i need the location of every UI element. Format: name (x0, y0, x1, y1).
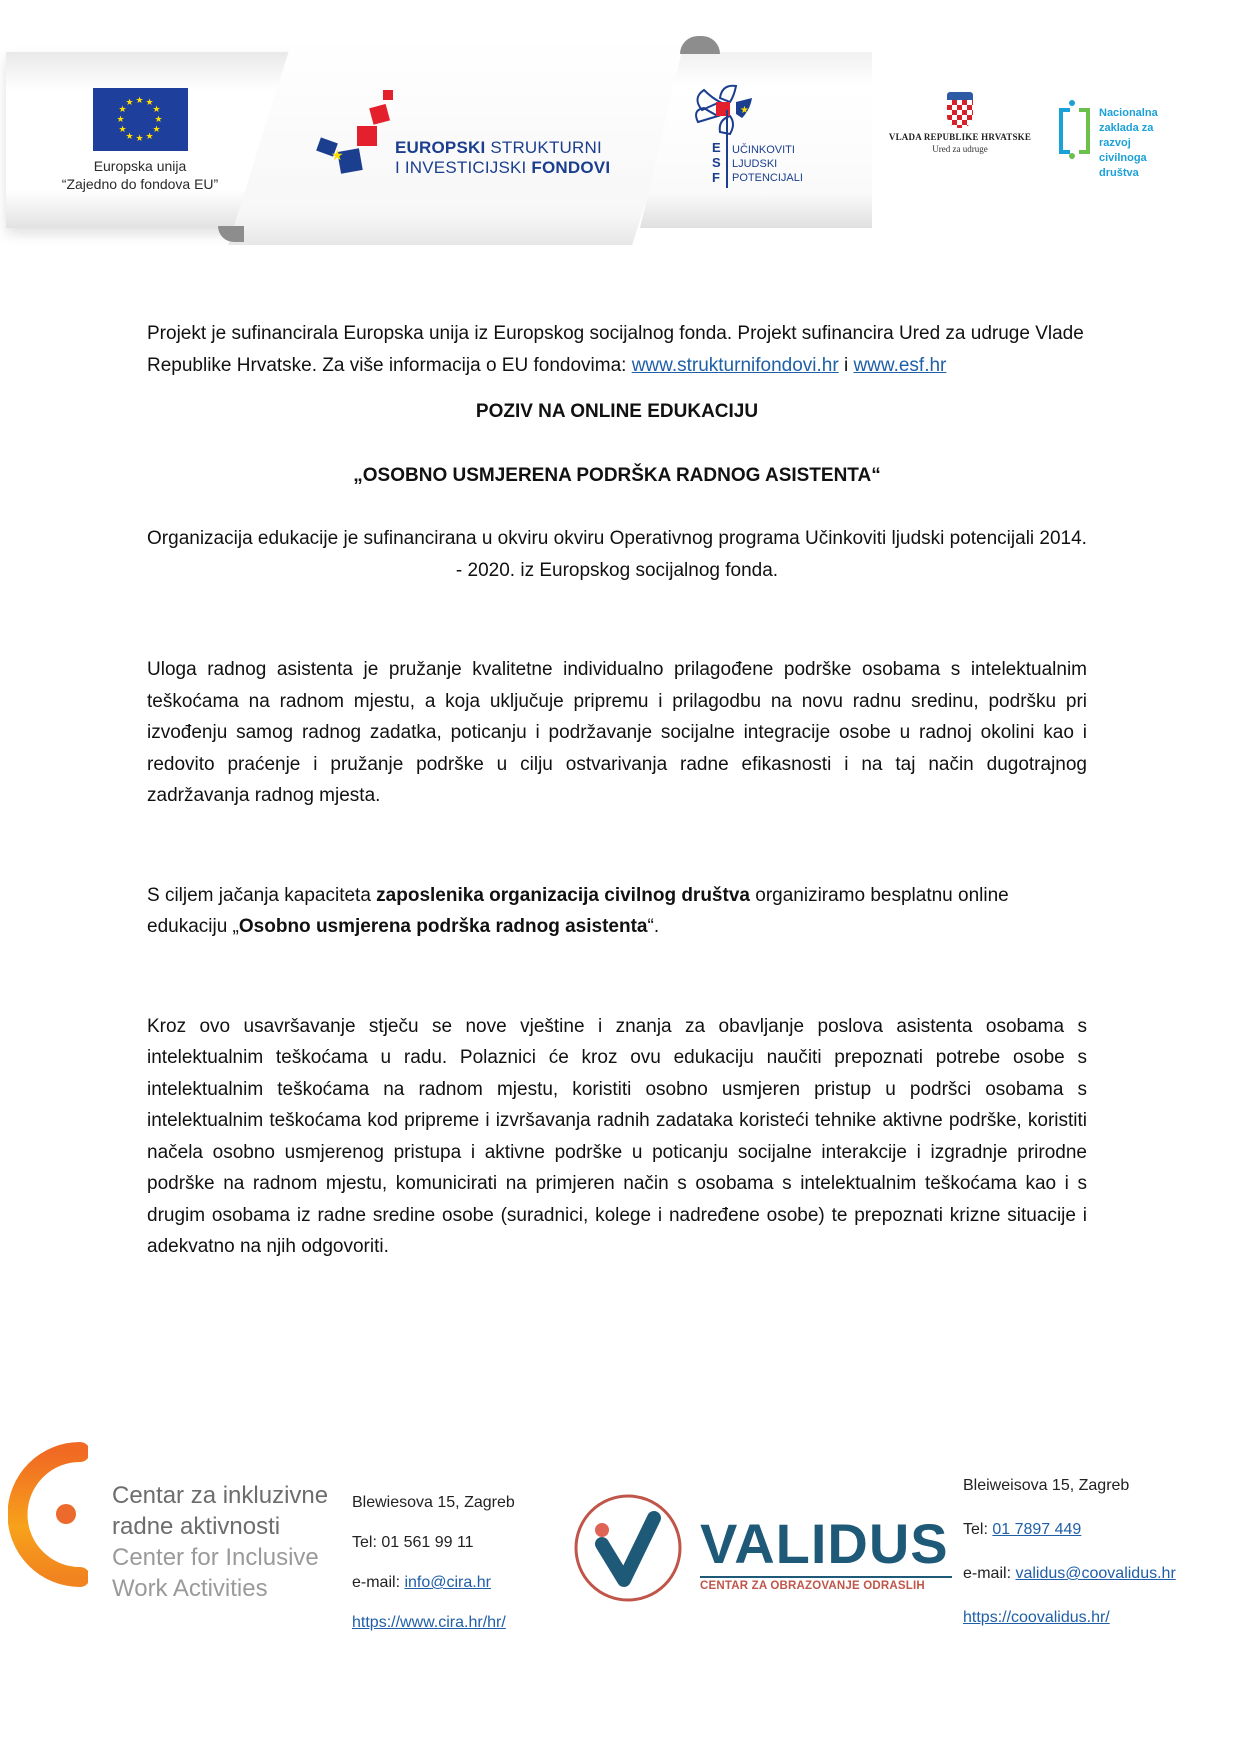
esf-letter: S (712, 155, 721, 170)
esf-pinwheel-icon (690, 80, 770, 140)
eu-logo (50, 88, 230, 193)
vlada-logo (880, 92, 1040, 154)
validus-name: VALIDUS (700, 1512, 949, 1575)
footer (0, 1420, 1241, 1631)
nacionalna-zaklada-logo (1055, 98, 1185, 188)
esif-subtitle-bold: FONDOVI (531, 158, 611, 177)
paragraph-learning-outcomes: Kroz ovo usavršavanje stječu se nove vještine i znanja za obavljanje poslova asistenta osobama s intelektualnim teškoćama u radu. Polaznici će kroz ovu edukaciju naučiti prepoznati potrebe osobe s intelektualnim teškoćama na radnom mjestu, koristiti osobno usmjeren pristup u podršci osobama s intelektualnim teškoćama kod pripreme i izvršavanja radnih zadataka koristeći tehnike aktivne podrške, koristiti načela osobno usmjerenog pristupa i aktivne podrške u poticanju socijalne interakcije i izgradnje prirodne podrške na radnom mjestu, komunicirati na primjeren način s osobama s intelektualnim teškoćama kao i s drugim osobama iz radne sredine osobe (suradnici, kolege i nadređene osobe) te prepoznati krizne situacije i adekvatno na njih odgovoriti. (147, 1015, 1087, 1257)
nz-line: civilnoga (1099, 152, 1147, 164)
esf-link[interactable]: www.esf.hr (853, 354, 947, 376)
bold-text: Osobno usmjerena podrška radnog asistenta (238, 916, 648, 937)
svg-text:★: ★ (331, 147, 344, 163)
nz-line: Nacionalna (1099, 107, 1158, 119)
validus-address: Bleiweisova 15, Zagreb (963, 1477, 1130, 1494)
cira-website-link[interactable]: https://www.cira.hr/hr/ (352, 1614, 506, 1631)
text: organiziramo besplatnu online edukaciju „ (147, 884, 1009, 937)
cira-phone: Tel: 01 561 99 11 (352, 1534, 474, 1551)
bracket-dot-icon (1069, 100, 1075, 106)
document-body (147, 318, 1087, 1263)
intro-text: Projekt je sufinancirala Europska unija iz Europskog socijalnog fonda. Projekt sufinancira Ured za udruge Vlade Republike Hrvatske. Za više informacija o EU fondovima: (147, 323, 1084, 376)
eu-label: Europska unija (93, 158, 187, 174)
validus-email-label: e-mail: (963, 1565, 1016, 1582)
cira-name-en-line: Center for Inclusive (112, 1544, 319, 1571)
bold-text: zaposlenika organizacija civilnog društva (376, 884, 750, 906)
intro-connector: i (838, 354, 854, 376)
cira-email-link[interactable]: info@cira.hr (404, 1574, 491, 1591)
esf-word: POTENCIJALI (732, 172, 803, 184)
ribbon-fold (218, 226, 244, 242)
cira-name-line: radne aktivnosti (112, 1513, 281, 1540)
validus-email-link[interactable]: validus@coovalidus.hr (1015, 1565, 1176, 1582)
validus-contact (963, 1464, 1176, 1640)
page-title: POZIV NA ONLINE EDUKACIJU (475, 401, 759, 422)
vlada-title: VLADA REPUBLIKE HRVATSKE (888, 132, 1032, 142)
validus-phone-link[interactable]: 01 7897 449 (992, 1521, 1082, 1538)
cira-name-line: Centar za inkluzivne (112, 1482, 329, 1509)
validus-divider (700, 1576, 952, 1578)
esif-title-bold: EUROPSKI (395, 138, 486, 157)
esif-squares-icon (315, 88, 405, 188)
validus-website-link[interactable]: https://coovalidus.hr/ (963, 1609, 1110, 1626)
paragraph-invitation (147, 880, 1087, 943)
education-title: „OSOBNO USMJERENA PODRŠKA RADNOG ASISTENTA“ (353, 464, 881, 486)
cira-address: Blewiesova 15, Zagreb (352, 1494, 515, 1511)
strukturnifondovi-link[interactable]: www.strukturnifondovi.hr (631, 354, 839, 376)
validus-phone-label: Tel: (963, 1521, 993, 1538)
croatian-coat-of-arms-icon (947, 92, 973, 128)
paragraph-role: Uloga radnog asistenta je pružanje kvalitetne individualno prilagođene podrške osobama s intelektualnim teškoćama na radnom mjestu, a koja uključuje pripremu i prilagodbu na novu radnu sredinu, podršku pri izvođenju samog radnog zadatka, poticanju i podržavanje socijalne integracije osobe u radnoj okolini kao i redovito praćenje i pružanje podrške u cilju ostvarivanja radne efikasnosti i na taj način dugotrajnog zadržavanja radnog mjesta. (147, 659, 1087, 806)
eu-slogan: “Zajedno do fondova EU” (61, 176, 219, 192)
esf-divider (726, 110, 728, 188)
esf-letter: E (712, 140, 721, 155)
cira-name-en-line: Work Activities (112, 1575, 268, 1602)
bracket-right-icon (1079, 108, 1090, 154)
esf-word: UČINKOVITI (732, 144, 795, 156)
bracket-dot-icon (1069, 153, 1075, 159)
text: S ciljem jačanja kapaciteta (147, 884, 377, 906)
esif-subtitle-rest: I INVESTICIJSKI (395, 158, 532, 177)
nz-line: zaklada za (1099, 122, 1154, 134)
validus-logo-icon (572, 1492, 684, 1604)
header-banner (0, 0, 1241, 260)
esf-word: LJUDSKI (732, 158, 778, 170)
cira-contact (352, 1483, 515, 1643)
cira-name (112, 1480, 328, 1604)
cira-email-label: e-mail: (352, 1574, 405, 1591)
esif-logo (315, 88, 615, 188)
nz-line: društva (1099, 167, 1139, 179)
text: “. (647, 916, 660, 937)
esif-title-rest: STRUKTURNI (485, 138, 602, 157)
bracket-left-icon (1059, 108, 1070, 154)
svg-text:★: ★ (740, 105, 749, 116)
funding-note: Organizacija edukacije je sufinancirana u okviru okviru Operativnog programa Učinkoviti ljudski potencijali 2014. - 2020. iz Europskog socijalnog fonda. (147, 528, 1087, 581)
nz-line: razvoj (1099, 137, 1131, 149)
cira-logo-icon (8, 1442, 88, 1587)
validus-subtitle: CENTAR ZA OBRAZOVANJE ODRASLIH (700, 1580, 925, 1592)
eu-flag-icon: ★ ★ ★ ★ ★ ★ ★ ★ ★ ★ ★ ★ (93, 88, 188, 151)
esf-logo (690, 80, 810, 190)
esf-letter: F (712, 170, 720, 185)
vlada-subtitle: Ured za udruge (932, 144, 988, 154)
intro-paragraph (147, 318, 1087, 381)
